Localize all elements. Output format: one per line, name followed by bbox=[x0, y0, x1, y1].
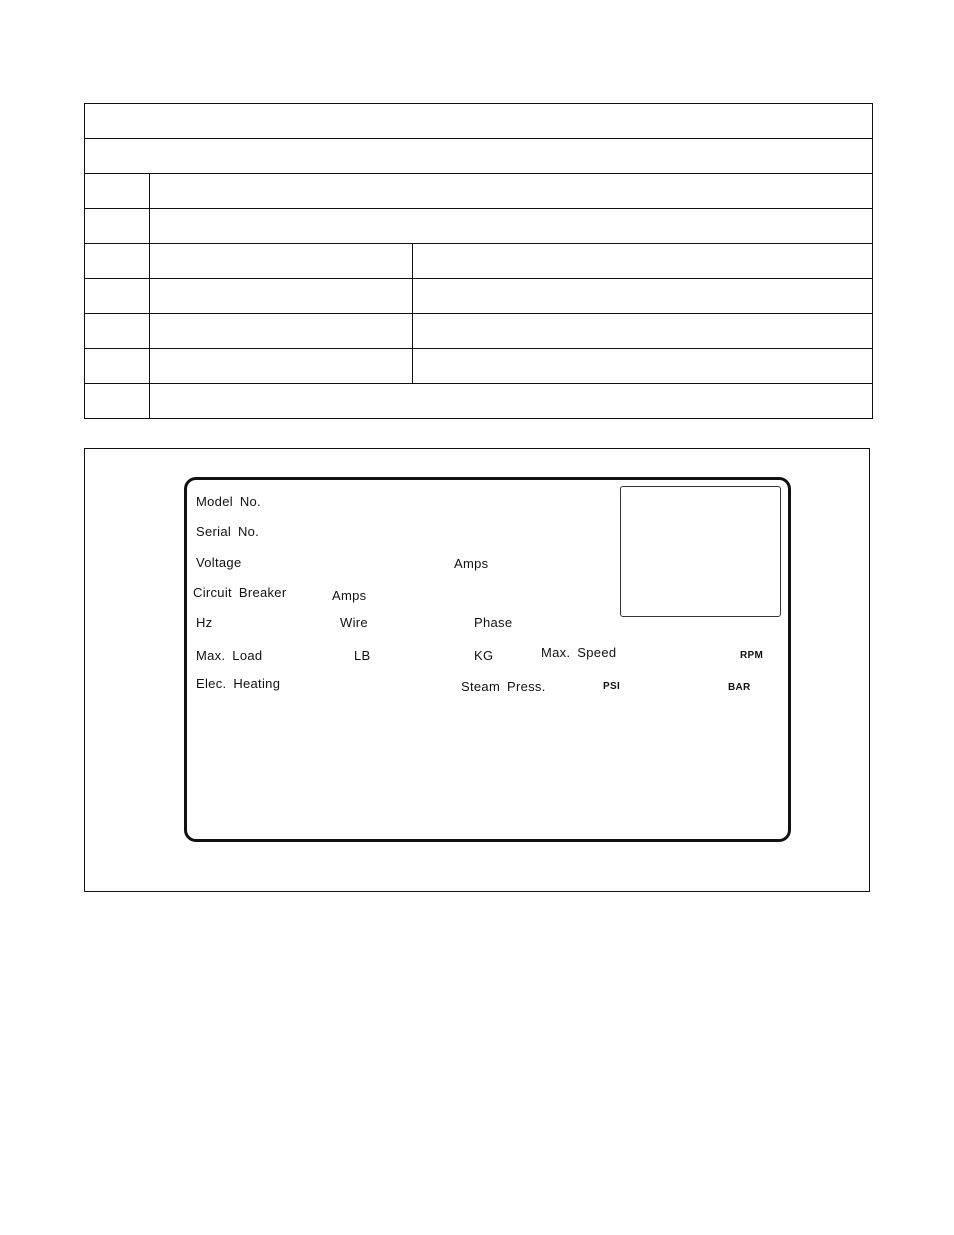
nameplate-logo-box bbox=[620, 486, 781, 617]
form-cell[interactable] bbox=[150, 174, 873, 209]
max-load-label: Max. Load bbox=[196, 648, 263, 663]
form-cell[interactable] bbox=[413, 349, 873, 384]
table-row bbox=[85, 349, 873, 384]
serial-no-label: Serial No. bbox=[196, 524, 260, 539]
form-cell[interactable] bbox=[150, 209, 873, 244]
lb-unit-label: LB bbox=[354, 648, 371, 663]
steam-press-label: Steam Press. bbox=[461, 679, 546, 694]
psi-unit-label: PSI bbox=[603, 681, 621, 692]
form-cell[interactable] bbox=[413, 244, 873, 279]
form-cell[interactable] bbox=[85, 314, 150, 349]
circuit-breaker-label: Circuit Breaker bbox=[193, 585, 287, 600]
form-cell[interactable] bbox=[85, 139, 873, 174]
rpm-unit-label: RPM bbox=[740, 650, 764, 661]
form-cell[interactable] bbox=[150, 279, 413, 314]
form-cell[interactable] bbox=[85, 384, 150, 419]
form-cell[interactable] bbox=[150, 384, 873, 419]
model-no-label: Model No. bbox=[196, 494, 261, 509]
table-row bbox=[85, 139, 873, 174]
hz-label: Hz bbox=[196, 615, 213, 630]
form-cell[interactable] bbox=[85, 279, 150, 314]
phase-label: Phase bbox=[474, 615, 513, 630]
wire-label: Wire bbox=[340, 615, 368, 630]
form-cell[interactable] bbox=[413, 314, 873, 349]
table-row bbox=[85, 244, 873, 279]
form-cell[interactable] bbox=[85, 349, 150, 384]
form-cell[interactable] bbox=[413, 279, 873, 314]
table-row bbox=[85, 279, 873, 314]
table-row bbox=[85, 384, 873, 419]
table-row bbox=[85, 209, 873, 244]
table-row bbox=[85, 314, 873, 349]
table-row bbox=[85, 174, 873, 209]
form-cell[interactable] bbox=[85, 174, 150, 209]
voltage-label: Voltage bbox=[196, 555, 242, 570]
form-cell[interactable] bbox=[150, 349, 413, 384]
max-speed-label: Max. Speed bbox=[541, 645, 617, 660]
blank-form-table bbox=[84, 103, 873, 419]
form-cell[interactable] bbox=[85, 209, 150, 244]
form-cell[interactable] bbox=[150, 244, 413, 279]
bar-unit-label: BAR bbox=[728, 682, 751, 693]
breaker-amps-label: Amps bbox=[332, 588, 367, 603]
form-cell[interactable] bbox=[85, 104, 873, 139]
elec-heating-label: Elec. Heating bbox=[196, 676, 281, 691]
kg-unit-label: KG bbox=[474, 648, 494, 663]
form-cell[interactable] bbox=[85, 244, 150, 279]
table-row bbox=[85, 104, 873, 139]
form-cell[interactable] bbox=[150, 314, 413, 349]
amps-label: Amps bbox=[454, 556, 489, 571]
